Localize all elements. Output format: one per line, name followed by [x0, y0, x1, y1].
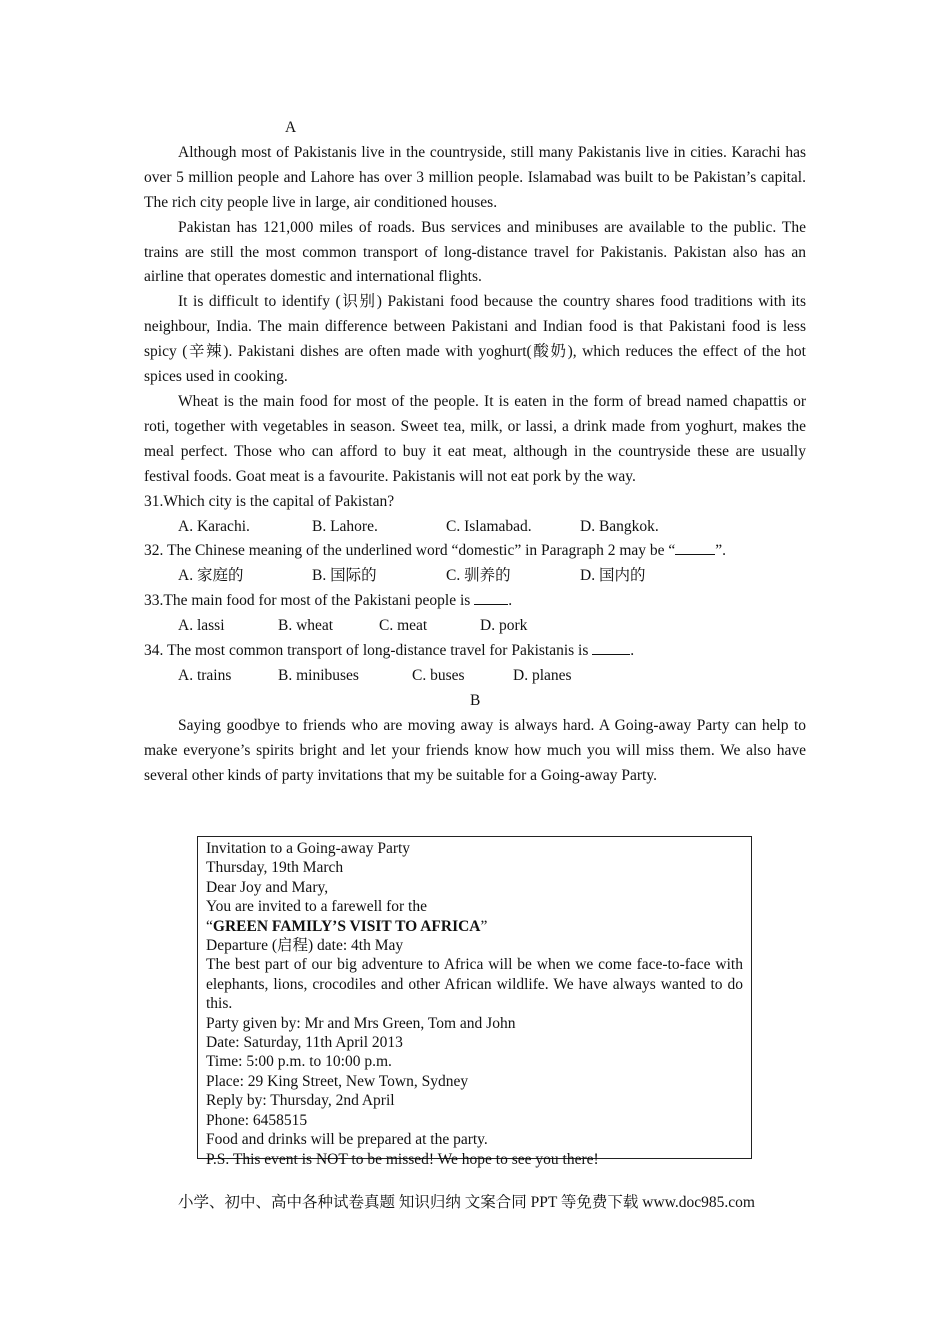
- option-c: C. 驯养的: [446, 567, 511, 585]
- page-footer: 小学、初中、高中各种试卷真题 知识归纳 文案合同 PPT 等免费下载 www.doc985.com: [178, 1194, 755, 1211]
- answer-blank: [474, 590, 508, 605]
- invitation-departure: Departure (启程) date: 4th May: [206, 937, 404, 955]
- option-d: D. 国内的: [580, 567, 646, 585]
- invitation-line: You are invited to a farewell for the: [206, 898, 427, 916]
- option-b: B. minibuses: [278, 666, 359, 684]
- option-c: C. Islamabad.: [446, 517, 532, 535]
- stem-end: ”.: [715, 542, 727, 560]
- stem-text: 33.The main food for most of the Pakistani people is: [144, 592, 475, 610]
- question-stem: [144, 589, 806, 614]
- invitation-phone: Phone: 6458515: [206, 1111, 308, 1129]
- stem-end: .: [630, 642, 635, 660]
- exam-page: [144, 116, 806, 788]
- paragraph-a1: Although most of Pakistanis live in the countryside, still many Pakistanis live in cities. Karachi has over 5 million people and Lahore has over 3 million people. Islamabad was built to be Pakistan’s capital. The rich city people live in large, air conditioned houses.: [144, 143, 806, 211]
- option-b: B. 国际的: [312, 567, 377, 585]
- invitation-given-by: Party given by: Mr and Mrs Green, Tom and John: [206, 1014, 516, 1032]
- question-33: [144, 589, 806, 639]
- answer-blank: [675, 540, 715, 555]
- option-a: A. Karachi.: [178, 517, 250, 535]
- invitation-body: The best part of our big adventure to Africa will be when we come face-to-face with elephants, lions, crocodiles and other African wildlife. We have always wanted to do this.: [206, 956, 743, 1013]
- options-row: [144, 564, 806, 589]
- invitation-box: [197, 836, 752, 1168]
- paragraph-a2: Pakistan has 121,000 miles of roads. Bus services and minibuses are available to the public. The trains are still the most common transport of long-distance travel for Pakistanis. Pakistan also has an airline that operates domestic and international flights.: [144, 218, 806, 286]
- option-d: D. pork: [480, 617, 528, 635]
- invitation-event: [206, 917, 743, 936]
- option-a: A. 家庭的: [178, 567, 244, 585]
- invitation-place: Place: 29 King Street, New Town, Sydney: [206, 1072, 469, 1090]
- options-row: [144, 614, 806, 639]
- invitation-ps: P.S. This event is NOT to be missed! We hope to see you there!: [206, 1150, 599, 1168]
- invitation-date: Thursday, 19th March: [206, 859, 344, 877]
- invitation-food: Food and drinks will be prepared at the party.: [206, 1131, 488, 1149]
- options-row: [144, 664, 806, 689]
- passage-a: [144, 116, 806, 490]
- option-b: B. wheat: [278, 617, 334, 635]
- invitation-party-date: Date: Saturday, 11th April 2013: [206, 1034, 403, 1052]
- option-d: D. Bangkok.: [580, 517, 659, 535]
- section-label-b: B: [470, 691, 481, 709]
- event-name: GREEN FAMILY’S VISIT TO AFRICA: [212, 917, 481, 935]
- invitation-time: Time: 5:00 p.m. to 10:00 p.m.: [206, 1053, 392, 1071]
- option-c: C. meat: [379, 617, 428, 635]
- invitation-greeting: Dear Joy and Mary,: [206, 878, 329, 896]
- passage-b: [144, 689, 806, 789]
- section-label-a: A: [285, 119, 297, 136]
- option-a: A. lassi: [178, 617, 225, 635]
- paragraph-a3: It is difficult to identify (识别) Pakistani food because the country shares food traditions with its neighbour, India. The main difference between Pakistani and Indian food is that Pakistani food is less spicy (辛辣). Pakistani dishes are often made with yoghurt(酸奶), which reduces the effect of the hot spices used in cooking.: [144, 293, 806, 386]
- invitation-reply: Reply by: Thursday, 2nd April: [206, 1092, 395, 1110]
- question-34: [144, 639, 806, 689]
- option-b: B. Lahore.: [312, 517, 378, 535]
- paragraph-b-intro: Saying goodbye to friends who are moving away is always hard. A Going-away Party can help to make everyone’s spirits bright and let your friends know how much you will miss them. We also have several other kinds of party invitations that my be suitable for a Going-away Party.: [144, 716, 806, 784]
- question-32: [144, 539, 806, 589]
- stem-end: .: [508, 592, 513, 610]
- stem-text: 34. The most common transport of long-distance travel for Pakistanis is: [144, 642, 593, 660]
- option-d: D. planes: [513, 666, 572, 684]
- paragraph-a4: Wheat is the main food for most of the people. It is eaten in the form of bread named chapattis or roti, together with vegetables in season. Sweet tea, milk, or lassi, a drink made from yoghurt, makes the meal perfect. Those who can afford to buy it eat meat, although in the countryside these are usually festival foods. Goat meat is a favourite. Pakistanis will not eat pork by the way.: [144, 392, 806, 485]
- option-c: C. buses: [412, 666, 465, 684]
- question-stem: [144, 539, 806, 564]
- invitation-title: Invitation to a Going-away Party: [206, 840, 411, 857]
- question-stem: [144, 639, 806, 664]
- quote-open: “: [206, 917, 213, 935]
- quote-close: ”: [480, 917, 488, 935]
- stem-text: 32. The Chinese meaning of the underlined word “domestic” in Paragraph 2 may be “: [144, 542, 676, 560]
- answer-blank: [592, 640, 630, 655]
- question-stem: 31.Which city is the capital of Pakistan?: [144, 492, 395, 510]
- option-a: A. trains: [178, 666, 232, 684]
- question-31: [144, 490, 806, 540]
- options-row: [144, 515, 806, 540]
